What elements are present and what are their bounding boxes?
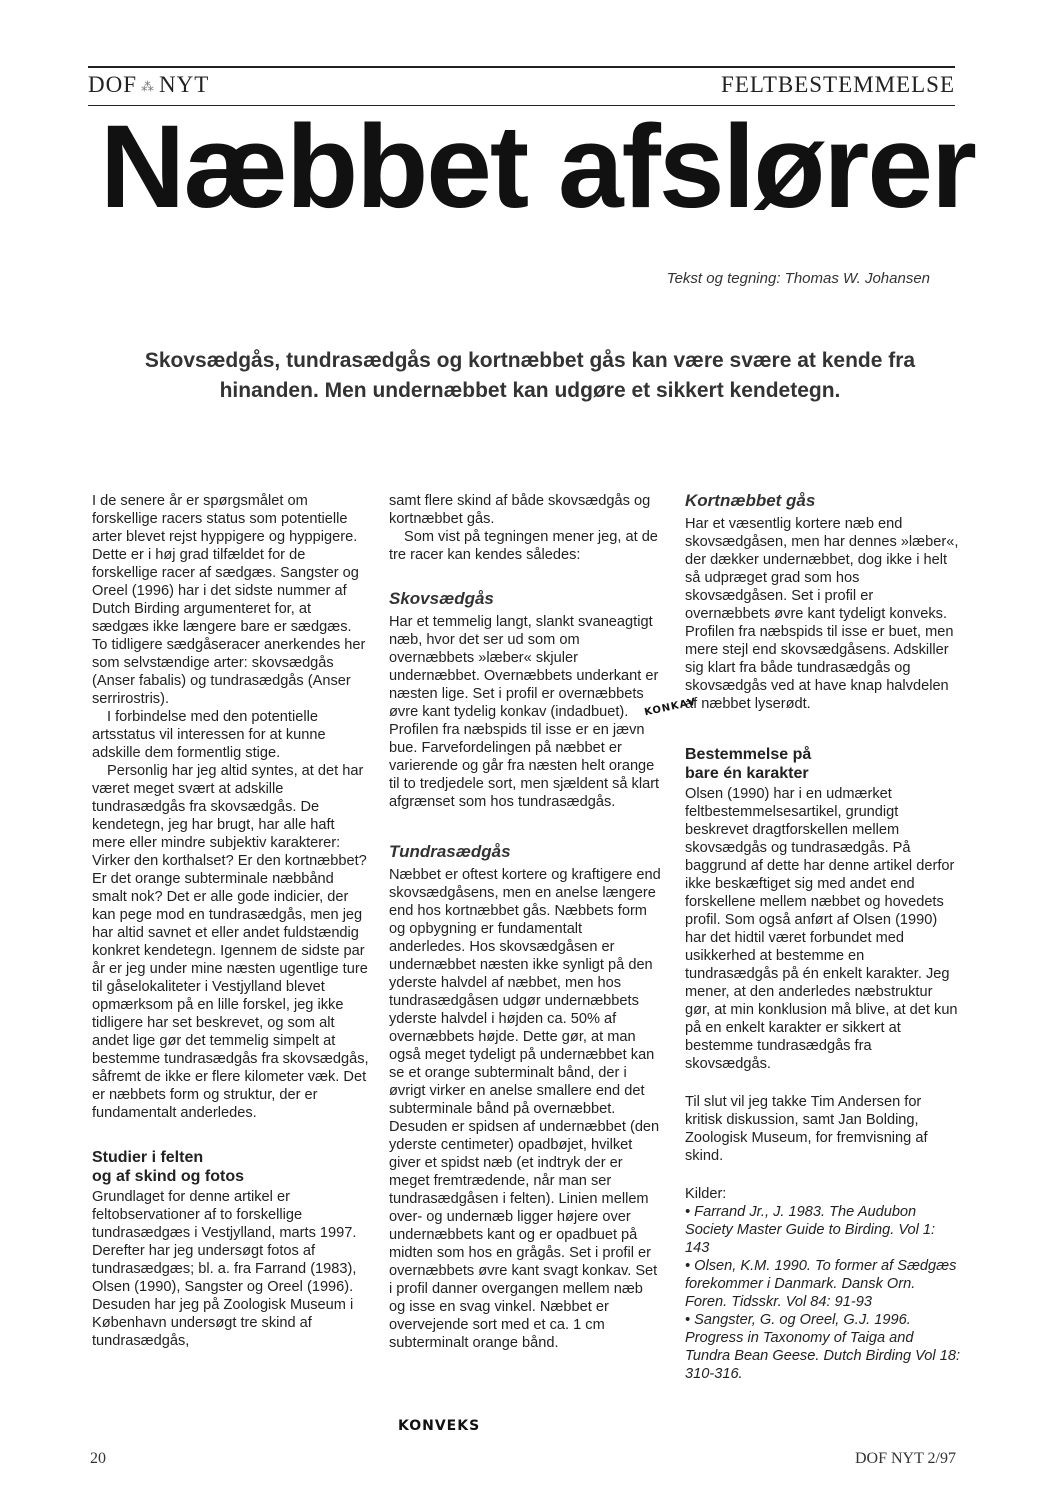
- paragraph: samt flere skind af både skovsædgås og kortnæbbet gås.: [389, 493, 651, 527]
- section-label: FELTBESTEMMELSE: [721, 72, 955, 97]
- star-icon: ⁂: [141, 78, 156, 94]
- paragraph: I de senere år er spørgsmålet om forskellige racers status som potentielle arter blevet rejst hyppigere og hyppigere. Dette er i høj grad tilfældet for de forskellige racer af sædgæs. Sangster og Oreel (1996) har i det sidste nummer af Dutch Birding argumenteret for, at sædgæs ikke længere bare er sædgæs. To tidligere sædgåseracer anerkendes her som selvstændige arter: skovsædgås (Anser fabalis) og tundrasædgås (Anser serrirostris).: [92, 493, 366, 707]
- paragraph: Personlig har jeg altid syntes, at det har været meget svært at adskille tundrasædgås fra skovsædgås. De kendetegn, jeg har brugt, har alle haft mere eller mindre subjektiv karakterer: Virker den korthalset? Er den kortnæbbet? Er det orange subterminale næbbånd smalt nok? Det er alle gode indicier, der kan pege mod en tundrasædgås, men jeg har altid savnet et eller andet fuldstændig konkret kendetegn. Igennem de sidste par år er jeg under mine næsten ugentlige ture til gåselokaliteter i Vestjylland blevet opmærksom på en lille forskel, jeg ikke tidligere har set beskrevet, og som alt andet lige gør det temmelig simpelt at bestemme tundrasædgås fra skovsædgås, såfremt de ikke er flere kilometer væk. Det er næbbets form og struktur, der er fundamentalt anderledes.: [92, 763, 369, 1121]
- paragraph: Olsen (1990) har i en udmærket feltbestemmelsesartikel, grundigt beskrevet dragtforskellen mellem skovsædgås og tundrasædgås. På baggrund af dette har denne artikel derfor ikke beskæftiget sig med andet end forskellene mellem næbbet og hovedets profil. Som også anført af Olsen (1990) har det hidtil været forbundet med usikkerhed at bestemme en tundrasædgås på én enkelt karakter. Jeg mener, at den anderledes næbstruktur gør, at min konklusion må blive, at det kun på en enkelt karakter er sikkert at bestemme tundrasædgås fra skovsædgås.: [685, 786, 958, 1072]
- subheading-line: og af skind og fotos: [92, 1168, 244, 1185]
- magazine-name-part-2: NYT: [159, 72, 210, 97]
- handwritten-note: KONKAV: [643, 696, 698, 719]
- magazine-name-part-1: DOF: [88, 72, 138, 97]
- subheading-tundrasaedgaas: Tundrasædgås: [389, 842, 511, 861]
- page-number: 20: [90, 1450, 106, 1467]
- subheading-line: bare én karakter: [685, 765, 809, 782]
- acknowledgement: Til slut vil jeg takke Tim Andersen for kritisk diskussion, samt Jan Bolding, Zoologisk Museum, for fremvisning af skind.: [685, 1094, 928, 1164]
- article-title: Næbbet afslører: [100, 101, 975, 233]
- subheading-studies: [92, 1148, 369, 1186]
- source-entry: • Olsen, K.M. 1990. To former af Sædgæs forekommer i Danmark. Dansk Orn. Foren. Tidsskr. Vol 84: 91-93: [685, 1258, 957, 1310]
- magazine-name: [88, 72, 209, 98]
- sources-label: Kilder:: [685, 1186, 727, 1202]
- subheading-bestemmelse: [685, 745, 961, 783]
- paragraph: Som vist på tegningen mener jeg, at de tre racer kan kendes således:: [389, 529, 658, 563]
- paragraph: Har et væsentlig kortere næb end skovsædgåsen, men har dennes »læber«, der dækker undernæbbet, dog ikke i helt så udpræget grad som hos skovsædgåsen. Set i profil er overnæbbets øvre kant tydeligt konveks. Profilen fra næbspids til isse er buet, men mere stejl end skovsædgåsens. Adskiller sig klart fra både tundrasædgås og skovsædgås ved at have knap halvdelen af næbbet lyserødt.: [685, 516, 959, 712]
- subheading-skovsaedgaas: Skovsædgås: [389, 589, 494, 608]
- column-2: [389, 492, 662, 1352]
- subheading-line: Studier i felten: [92, 1149, 204, 1166]
- handwritten-note: KONVEKS: [398, 1418, 481, 1434]
- column-1: [92, 492, 369, 1350]
- lead-paragraph: Skovsædgås, tundrasædgås og kortnæbbet gås kan være svære at kende fra hinanden. Men undernæbbet kan udgøre et sikkert kendetegn.: [144, 349, 916, 402]
- subheading-line: Bestemmelse på: [685, 746, 812, 763]
- source-entry: • Farrand Jr., J. 1983. The Audubon Society Master Guide to Birding. Vol 1: 143: [685, 1204, 936, 1256]
- header-top-rule: [88, 66, 955, 68]
- paragraph: I forbindelse med den potentielle artsstatus vil interessen for at kunne adskille dem formentlig stige.: [92, 709, 326, 761]
- byline: Tekst og tegning: Thomas W. Johansen: [666, 270, 930, 287]
- paragraph: Har et temmelig langt, slankt svaneagtigt næb, hvor det ser ud som om overnæbbets »læber« skjuler undernæbbet. Overnæbbets underkant er næsten lige. Set i profil er overnæbbets øvre kant tydelig konkav (indadbuet). Profilen fra næbspids til isse er en jævn bue. Farvefordelingen på næbbet er varierende og går fra næsten helt orange til to tredjedele sort, men sjældent så klart afgrænset som hos tundrasædgås.: [389, 614, 660, 810]
- source-entry: • Sangster, G. og Oreel, G.J. 1996. Progress in Taxonomy of Taiga and Tundra Bean Geese. Dutch Birding Vol 18: 310-316.: [685, 1312, 961, 1382]
- column-3: [685, 492, 961, 1383]
- paragraph: Næbbet er oftest kortere og kraftigere end skovsædgåsens, men en anelse længere end hos kortnæbbet gås. Næbbets form og opbygning er fundamentalt anderledes. Hos skovsædgåsen er undernæbbet næsten ikke synligt på den yderste halvdel af næbbet, men hos tundrasædgåsen udgør undernæbbets yderste halvdel i højden ca. 50% af overnæbbets højde. Dette gør, at man også meget tydeligt på undernæbbet kan se et orange subterminalt bånd, der i øvrigt virker en anelse smallere end det subterminale bånd på overnæbbet. Desuden er spidsen af undernæbbet (den yderste centimeter) opadbøjet, hvilket giver et spidst næb (et indtryk der er meget fremtrædende, når man ser tundrasædgåsen i felten). Linien mellem over- og undernæb ligger højere over undernæbbets kant og er opadbuet på midten som hos en grågås. Set i profil er overnæbbets øvre kant svagt konkav. Set i profil danner overgangen mellem næb og isse en svag vinkel. Næbbet er overvejende sort med et ca. 1 cm subterminalt orange bånd.: [389, 867, 661, 1351]
- issue-label: DOF NYT 2/97: [854, 1450, 956, 1467]
- subheading-kortnaebbet-gaas: Kortnæbbet gås: [685, 491, 816, 510]
- paragraph: Grundlaget for denne artikel er feltobservationer af to forskellige tundrasædgæs i Vestjylland, marts 1997. Derefter har jeg undersøgt fotos af tundrasædgæs; bl. a. fra Farrand (1983), Olsen (1990), Sangster og Oreel (1996). Desuden har jeg på Zoologisk Museum i København undersøgt tre skind af tundrasædgås,: [92, 1189, 357, 1349]
